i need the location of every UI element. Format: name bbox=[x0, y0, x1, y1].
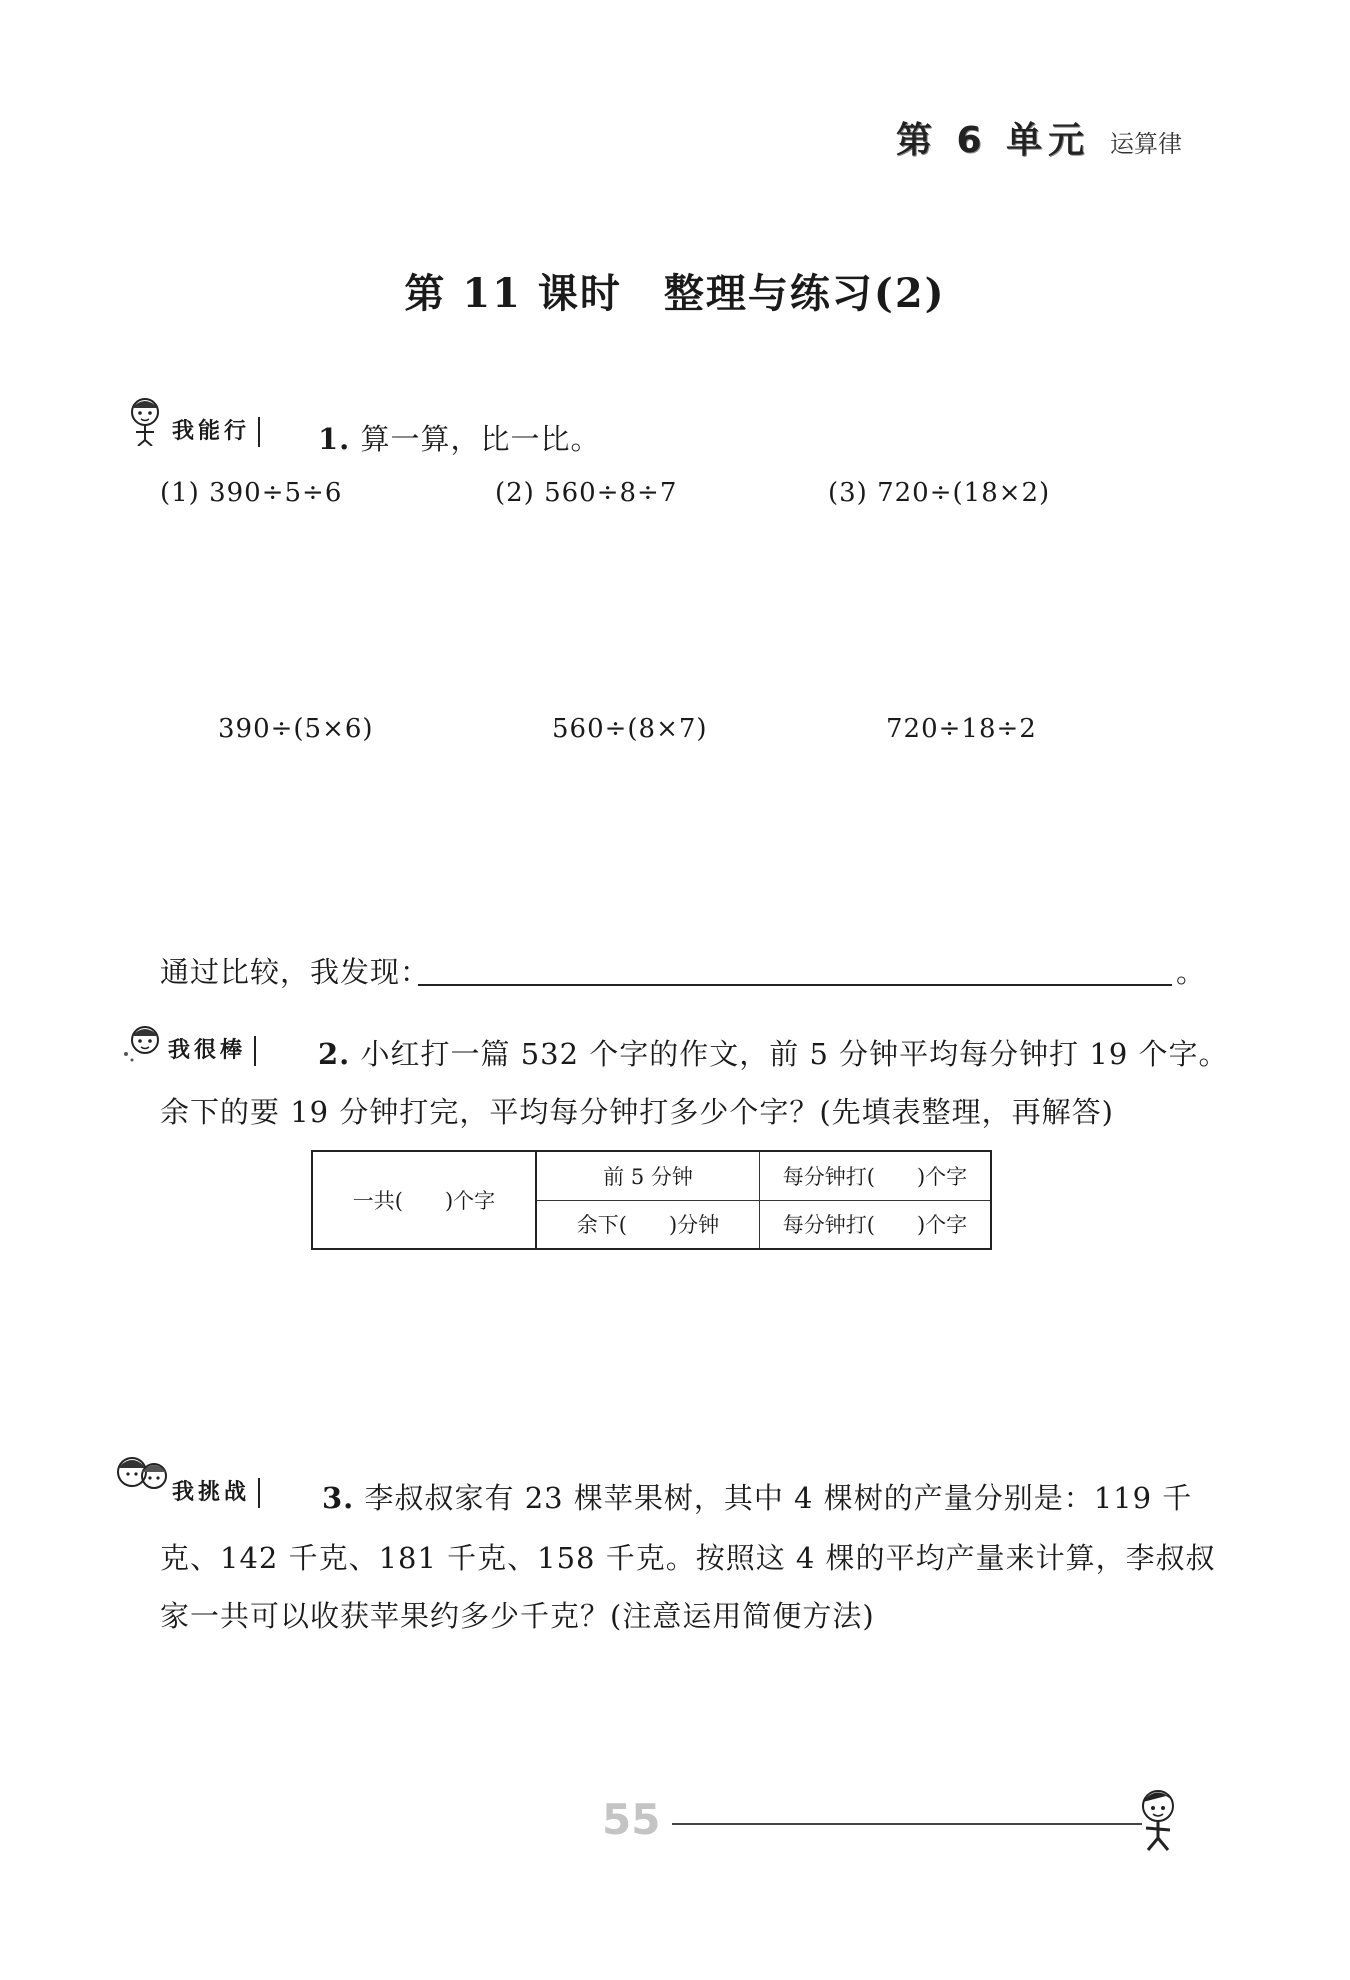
q1-conclusion-end: 。 bbox=[1176, 955, 1207, 989]
q1-expr-3b: 720÷18÷2 bbox=[886, 714, 1037, 744]
q1-conclusion-label: 通过比较，我发现： bbox=[160, 955, 431, 989]
q3-text-3: 家一共可以收获苹果约多少千克？(注意运用简便方法) bbox=[160, 1599, 875, 1633]
q2-line-1 bbox=[318, 1032, 1229, 1073]
q1-number: 1. bbox=[318, 422, 351, 456]
q2-number: 2. bbox=[318, 1037, 351, 1071]
q1-text: 算一算，比一比。 bbox=[360, 422, 601, 456]
badge-wo-tiao-zhan: 我挑战 bbox=[172, 1478, 260, 1508]
table-first-rate[interactable]: 每分钟打( )个字 bbox=[760, 1151, 992, 1200]
q2-text-2: 余下的要 19 分钟打完，平均每分钟打多少个字？(先填表整理，再解答) bbox=[160, 1095, 1114, 1129]
q3-line-1 bbox=[322, 1476, 1192, 1517]
q3-number: 3. bbox=[322, 1481, 355, 1515]
mascot-girl-icon bbox=[118, 1018, 172, 1072]
badge-wo-neng-xing: 我能行 bbox=[172, 417, 260, 447]
q1-answer-line[interactable] bbox=[418, 984, 1172, 986]
q1-expr-1b: 390÷(5×6) bbox=[218, 714, 374, 744]
badge-wo-hen-bang: 我很棒 bbox=[168, 1036, 256, 1066]
mascot-girl-icon bbox=[118, 392, 172, 446]
q2-info-table bbox=[311, 1150, 992, 1250]
lesson-title: 第 11 课时 整理与练习(2) bbox=[404, 270, 946, 317]
q1-heading bbox=[318, 417, 601, 458]
q2-text-1: 小红打一篇 532 个字的作文，前 5 分钟平均每分钟打 19 个字。 bbox=[360, 1037, 1229, 1071]
table-rest-rate[interactable]: 每分钟打( )个字 bbox=[760, 1200, 992, 1249]
q1-expr-1a: (1) 390÷5÷6 bbox=[160, 478, 343, 508]
q1-expr-2b: 560÷(8×7) bbox=[552, 714, 708, 744]
mascot-boy-icon bbox=[1126, 1784, 1190, 1854]
table-first-period: 前 5 分钟 bbox=[536, 1151, 760, 1200]
table-total-cell[interactable]: 一共( )个字 bbox=[312, 1151, 536, 1249]
q3-text-1: 李叔叔家有 23 棵苹果树，其中 4 棵树的产量分别是：119 千 bbox=[364, 1481, 1193, 1515]
q3-text-2: 克、142 千克、181 千克、158 千克。按照这 4 棵的平均产量来计算，李叔叔 bbox=[160, 1541, 1216, 1575]
table-rest-period[interactable]: 余下( )分钟 bbox=[536, 1200, 760, 1249]
q1-expr-3a: (3) 720÷(18×2) bbox=[828, 478, 1051, 508]
q1-expr-2a: (2) 560÷8÷7 bbox=[495, 478, 678, 508]
unit-topic: 运算律 bbox=[1110, 130, 1182, 158]
footer-rule bbox=[672, 1823, 1142, 1825]
page-number: 55 bbox=[602, 1795, 661, 1844]
mascot-kids-icon bbox=[112, 1448, 174, 1504]
unit-label: 第 6 单元 bbox=[896, 120, 1091, 161]
